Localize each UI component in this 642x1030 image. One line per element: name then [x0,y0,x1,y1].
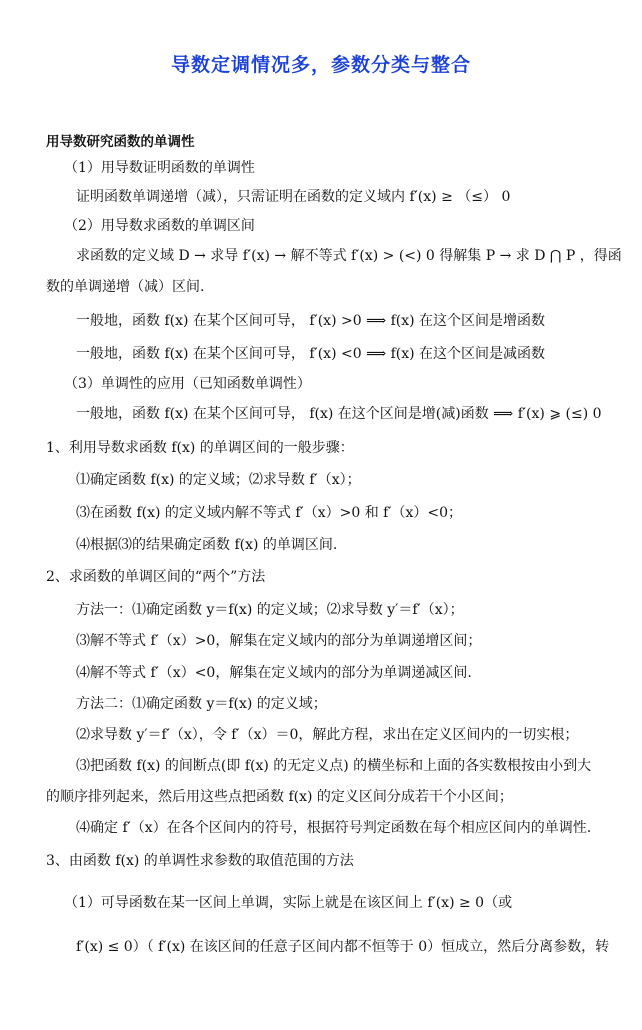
text-line: ⑶把函数 f(x) 的间断点(即 f(x) 的无定义点) 的横坐标和上面的各实数根按由小到大 [76,758,592,774]
text-line: ⑵求导数 y′＝f′（x），令 f′（x）＝0，解此方程，求出在定义区间内的一切实根； [76,727,579,743]
text-line: ⑷确定 f′（x）在各个区间内的符号，根据符号判定函数在每个相应区间内的单调性. [76,820,592,836]
section-heading: 用导数研究函数的单调性 [46,134,195,150]
text-line: （1）用导数证明函数的单调性 [64,160,255,176]
text-line: 方法一：⑴确定函数 y＝f(x) 的定义域；⑵求导数 y′＝f′（x）； [76,602,464,618]
text-line: 一般地，函数 f(x) 在某个区间可导， f′(x) <0 ⟹ f(x) 在这个区间是减函数 [76,346,546,362]
step-heading: 3、由函数 f(x) 的单调性求参数的取值范围的方法 [46,853,354,869]
text-line: 求函数的定义域 D → 求导 f′(x) → 解不等式 f′(x) > (<) 0 得解集 P → 求 D ⋂ P ，得函 [76,248,622,264]
text-line: （2）用导数求函数的单调区间 [64,218,255,234]
step-heading: 2、求函数的单调区间的“两个”方法 [46,569,266,585]
text-line: 证明函数单调递增（减），只需证明在函数的定义域内 f′(x) ≥ （≤） 0 [76,189,511,205]
text-line: 一般地，函数 f(x) 在某个区间可导， f(x) 在这个区间是增(减)函数 ⟹ f′(x) ⩾ (≤) 0 [76,406,602,422]
text-line: （3）单调性的应用（已知函数单调性） [64,376,311,392]
page-title: 导数定调情况多，参数分类与整合 [170,54,471,76]
text-line: 一般地，函数 f(x) 在某个区间可导， f′(x) >0 ⟹ f(x) 在这个区间是增函数 [76,313,546,329]
text-line: ⑴确定函数 f(x) 的定义域；⑵求导数 f′（x）； [76,472,361,488]
text-line: （1）可导函数在某一区间上单调，实际上就是在该区间上 f′(x) ≥ 0（或 [64,895,513,911]
text-line: ⑷根据⑶的结果确定函数 f(x) 的单调区间. [76,537,338,553]
text-line: 数的单调递增（减）区间. [46,279,205,295]
text-line: ⑶在函数 f(x) 的定义域内解不等式 f′（x）>0 和 f′（x）<0； [76,505,463,521]
text-line: 的顺序排列起来，然后用这些点把函数 f(x) 的定义区间分成若干个小区间； [46,789,513,805]
text-line: 方法二：⑴确定函数 y＝f(x) 的定义域； [76,696,327,712]
text-line: f′(x) ≤ 0）（ f′(x) 在该区间的任意子区间内都不恒等于 0）恒成立，然后分离参数，转 [76,939,610,955]
text-line: ⑷解不等式 f′（x）<0，解集在定义域内的部分为单调递减区间. [76,665,472,681]
step-heading: 1、利用导数求函数 f(x) 的单调区间的一般步骤： [46,440,354,456]
text-line: ⑶解不等式 f′（x）>0，解集在定义域内的部分为单调递增区间； [76,633,482,649]
